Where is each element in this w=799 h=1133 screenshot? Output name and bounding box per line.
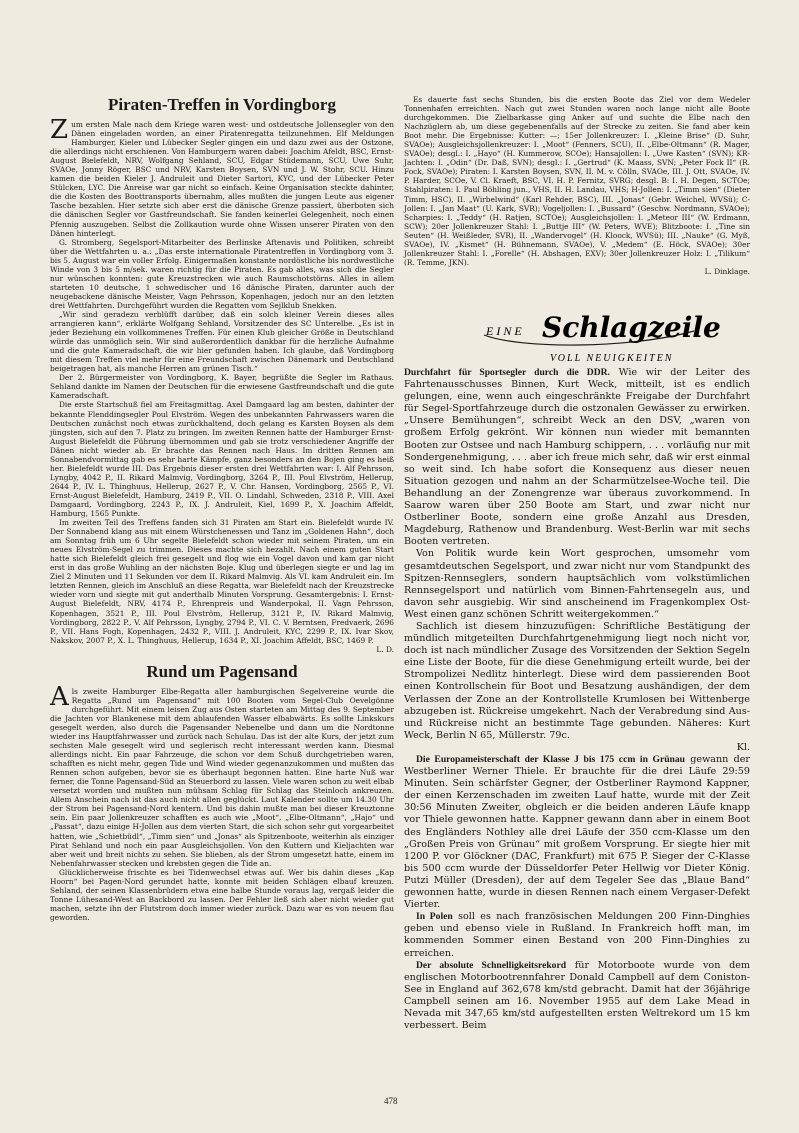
paragraph-text: um ersten Male nach dem Kriege waren west- und ostdeutsche Jollensegler von den Dänen eingeladen worden, an einer Piratenregatta teilzunehmen. Elf Meldungen Hamburger, Kieler und Lübecker Segler gingen ein und dazu zwei aus der Ostzone, die allerdings nicht erschienen. Von Hamburgern waren dabei: Joachim Afeldt, BSC, Ernst-August Bielefeldt, NRV, Wolfgang Sehland, SCU, Edgar Stüdemann, SCU, Uwe Suhr, SVAOe, Jonny Röger, BSC und NRV, Karsten Boysen, SVN und J. W. Stohr, SCU. Hinzu kamen die beiden Kieler J. Andruleit und Dieter Sartori, KYC, und der Lübecker Peter Stülcken, LYC. Die Anreise war gar nicht so einfach. Keine Organisation steckte dahinter, die die Kosten des Boottransports übernahm, alles mußten die jungen Leute aus eigener Tasche bezahlen. Hier setzte sich aber erst die dänische Grenze passiert, überboten sich die dänischen Segler vor Gastfreundschaft. Sie fanden keinerlei Gelegenheit, noch einen Pfennig auszugeben. Selbst die Zollkaution wurde ohne Wissen unserer Piraten von den Dänen hinterlegt. xyxy=(50,120,394,238)
author-signature: L. Dinklage. xyxy=(704,266,750,276)
news-item xyxy=(404,754,750,911)
logo-voll: VOLL NEUIGKEITEN xyxy=(550,353,674,364)
article-heading-pagensand: Rund um Pagensand xyxy=(146,661,298,681)
news-item xyxy=(404,911,750,959)
article-heading-piraten: Piraten-Treffen in Vordingborg xyxy=(108,95,336,114)
paragraph: Im zweiten Teil des Treffens fanden sich 31 Piraten am Start ein. Bielefeldt wurde IV. Der Sonnabend klang aus mit einem Würstchenessen und Tanz im „Goldenen Hahn“, doch am Sonntag früh um 6 Uhr segelte Bielefeldt schon wieder mit seinem Piraten, um ein neues Elvström-Segel zu trimmen. Dieses machte sich bezahlt. Nach einem guten Start hatte sich Bielefeldt gleich frei gesegelt und flog wie ein Vogel davon und kam gar nicht erst in das große Wuhling an der nächsten Boje. Klug und überlegen siegte er und lag im Ziel 2 Minuten und 11 Sekunden vor dem II. Rikard Malmvig. Als VI. kam Andruleit ein. Im letzten Rennen, gleich im Anschluß an diese Regatta, war Bielefeldt nach der Kreuzstrecke wieder vorn und siegte mit gut anderthalb Minuten Vorsprung. Gesamtergebnis: I. Ernst-August Bielefeldt, NRV, 4174 P., Ehrenpreis und Wanderpokal, II. Vagn Pehrsson, Kopenhagen, 3521 P., III. Poul Elvström, Hellerup, 3121 P., IV. Rikard Malmvig, Vordingborg, 2822 P., V. Alf Pehrsson, Lyngby, 2794 P., VI. C. V. Berntsen, Fredvaerk, 2696 P., VII. Hans Fogh, Kopenhagen, 2432 P., VIII. J. Andruleit, KYC, 2299 P., IX. Ivar Skov, Nakskov, 2007 P., X. L. Thinghuus, Hellerup, 1634 P., XI. Joachim Affeldt, BSC, 1469 P. xyxy=(50,518,394,645)
news-text: gewann der Westberliner Werner Thiele. Er brauchte für die drei Läufe 29:59 Minuten. Sein schärfster Gegner, der Ostberliner Raymond Kappner, der einen Kerzenschaden im zweiten Lauf hatte, wurde mit der Zeit 30:56 Minuten Zweiter, obgleich er die beiden anderen Läufe knapp vor Thiele gewonnen hatte. Kappner gewann dann aber in einem Boot des Engländers Nothley alle drei Läufe der 350 ccm-Klasse um den „Großen Preis von Grünau“ mit großem Vorsprung. Er siegte hier mit 1200 P. vor Glöckner (DAC, Frankfurt) mit 675 P. Sieger der C-Klasse bis 500 ccm wurde der Düsseldorfer Peter Hellwig vor Dieter König. Putzi Müller (Dresden), der auf dem Tegeler See das „Blaue Band“ gewonnen hatte, wurde in diesen Rennen nach einem Vergaser-Defekt Vierter. xyxy=(404,754,750,911)
news-text: Wie wir der Leiter des Fahrtenausschusses Binnen, Kurt Weck, mitteilt, ist es endlich gelungen, eine, wenn auch eingeschränkte Freigabe der Durchfahrt für Segel-Sportfahrzeuge durch die ostzonalen Gewässer zu erwirken. „Unsere Bemühungen“, schreibt Weck an den DSV, „waren von großem Erfolg gekrönt. Wir können nun wieder mit bemannten Booten zur Ostsee und nach Hamburg schippern, . . . vorläufig nur mit Sondergenehmigung, . . . aber ich freue mich sehr, daß wir erst einmal so weit sind. Ich habe sofort die Konsequenz aus dieser neuen Situation gezogen und nahm an der Scharmützelsee-Woche teil. Die Behandlung an der Zonengrenze war überaus zuvorkommend. In Saarow waren über 250 Boote am Start, und zwar nicht nur Ostberliner Boote, sondern eine große Anzahl aus Dresden, Magdeburg, Rathenow und Brandenburg. West-Berlin war mit sechs Booten vertreten. xyxy=(404,367,750,548)
paragraph: Glücklicherweise frischte es bei Tidenwechsel etwas auf. Wer bis dahin dieses „Kap Hoorn“ bei Pagen-Nord gerundet hatte, konnte mit beiden Schlägen elbauf kreuzen. Sehland, der seinen Klassenbrüdern etwa eine halbe Stunde voraus lag, vergaß leider die Tonne Lühesand-West an Backbord zu lassen. Der Fehler ließ sich aber nicht wieder gut machen, setzte ihn der Flutstrom doch immer wieder zurück. Dazu war es von neuem flau geworden. xyxy=(50,867,394,922)
paragraph xyxy=(50,681,394,868)
paragraph: „Wir sind geradezu verblüfft darüber, daß ein solch kleiner Verein dieses alles arrangieren kann“, erklärte Wolfgang Sehland, Vorsitzender des SC Unterelbe. „Es ist in jeder Beziehung ein vollkommenes Treffen. Für einen Klub gleicher Größe in Deutschland würde das unmöglich sein. Wir sind außerordentlich dankbar für die herzliche Aufnahme und die gute Kameradschaft, die wir hier gefunden haben. Ich glaube, daß Vordingborg mit diesem Treffen viel mehr für eine Freundschaft zwischen Dänemark und Deutschland beigetragen hat, als manche Herren am grünen Tisch.“ xyxy=(50,309,394,374)
news-text: für Motorboote wurde von dem englischen Motorbootrennfahrer Donald Campbell auf dem Coniston-See in England auf 362,678 km/std gebracht. Damit hat der 36jährige Campbell seinen am 16. November 1955 auf dem Lake Mead in Nevada mit 347,65 km/std aufgestellten ersten Weltrekord um 15 km verbessert. Beim xyxy=(404,959,750,1032)
paragraph xyxy=(50,115,394,238)
drop-cap: Z xyxy=(50,115,69,145)
paragraph: G. Stromberg, Segelsport-Mitarbeiter des Berlinske Aftenavis und Politiken, schreibt über die Wettfahrten u. a.: „Das erste internationale Piratentreffen in Vordingborg vom 3. bis 5. August war ein voller Erfolg. Einigermaßen konstante nordöstliche bis nordwestliche Winde von 3 bis 5 m/sek. waren richtig für die Piraten. Es gab alles, was sich die Segler nur wünschen konnten: gute Kreuzstrecken wie auch Raumschotstörns. Alles in allem starteten 10 deutsche, 1 schwedischer und 16 dänische Piraten, darunter auch der neugebackene dänische Meister, Vagn Pehrsson, Kopenhagen, jedoch nur an den letzten drei Wettfahrten. Durchgeführt wurden die Regatten vom Sejlklub Snekken. xyxy=(50,237,394,310)
paragraph: Es dauerte fast sechs Stunden, bis die ersten Boote das Ziel vor dem Wedeler Tonnenhafen erreichten. Nach gut zwei Stunden waren noch lange nicht alle Boote durchgekommen. Die Zielbarkasse ging Anker auf und suchte die Elbe nach den Nachzüglern ab, um diese gegebenenfalls auf der Strecke zu zeiten. Sie fand aber kein Boot mehr. Die Ergebnisse: Kutter: —; 15er Jollenkreuzer: I. „Kleine Brise“ (D. Suhr, SVAOe); Ausgleichsjollenkreuzer: I. „Moot“ (Fenners, SCU), II. „Elbe-Oltmann“ (R. Mager, SVAOe); desgl.: I. „Hayo“ (H. Kummerow, SCOe); Hansajollen: I. „Uwe Kasten“ (SVN); KR-Jachten: I. „Odin“ (Dr. Daß, SVN); desgl.: I. „Gertrud“ (K. Maass, SVN; „Peter Fock II“ (R. Fock, SVAOe); Piraten: I. Karsten Boysen, SVN, II. M. v. Cölln, SVAOe, III. J. Ott, SVAOe, IV. P. Harder, SCOe, V. Cl. Kraeft, BSC, VI. H. P. Fernitz, SVRG; desgl. B: I. H. Degen, SCTOe; Stahlpiraten: I. Paul Böhling jun., VHS, II. H. Landau, VHS; H-Jollen: I. „Timm sien“ (Dieter Timm, HSC), II. „Wirbelwind“ (Karl Rehder, BSC), III. „Jonas“ (Gebr. Weichel, WVSü); C-Jollen: I. „Jan Maat“ (U. Kark, SVR); Vogeljollen: I. „Bussard“ (Geschw. Nordmann, SVAOe); Scharpies: I. „Teddy“ (H. Ratjen, SCTOe); Ausgleichsjollen: I. „Meteor III“ (W. Erdmann, SCW); 20er Jollenkreuzer Stahl: I. „Buttje III“ (W. Peters, WVE); Blitzboote: I. „Tine sin Seuten“ (H. Weißleder, SVR), II. „Wandervogel“ (H. Kloock, WVSü); III. „Nauke“ (G. Myß, SVAOe), IV. „Kismet“ (H. Bühnemann, SVAOe), V. „Medem“ (E. Höck, SVAOe); 30er Jollenkreuzer Stahl: I. „Forelle“ (H. Abshagen, EXV); 30er Jollenkreuzer Holz: I. „Tilikum“ (R. Temme, JKN). xyxy=(404,95,750,267)
left-column xyxy=(50,95,394,922)
news-head: In Polen xyxy=(416,911,453,923)
paragraph-text: ls zweite Hamburger Elbe-Regatta aller hamburgischen Segelvereine wurde die Regatta „Rund um Pagensand“ mit 100 Booten vom Segel-Club Oevelgönne durchgeführt. Mit einem leisen Zug aus Osten starteten am Mittag des 9. September die Jachten vor Blankenese mit dem ablaufenden Wasser elbabwärts. Es sollte Linkskurs gesegelt werden, also durch die Pagensander Nebenelbe und dann um die Nordtonne wieder ins Hauptfahrwasser und zurück nach Schulau. Das ist der alte Kurs, der jetzt zum sechsten Male gesegelt wird und seglerisch recht interessant werden kann. Diesmal allerdings nicht. Ein paar Fahrzeuge, die schon vor dem Schuß durchgetrieben waren, schafften es nicht mehr, gegen Tide und Wind wieder gegenanzukommen und mußten das Rennen schon aufgeben, bevor sie es überhaupt begonnen hatten. Eine harte Nuß war ferner, die Tonne Pagensand-Süd an Steuerbord zu lassen. Viele waren schon zu weit elbab versetzt worden und mußten nun mühsam Schlag für Schlag das Steinloch ankreuzen. Allem Anschein nach ist das auch nicht allen geglückt. Laut Kalender sollte um 14.30 Uhr der Strom bei Pagensand-Nord kentern. Und bis dahin mußte man bei dieser Kreuztonne sein. Ein paar Jollenkreuzer schafften es auch wie „Moot“, „Elbe-Oltmann“, „Hajo“ und „Passat“, dazu einige H-Jollen aus dem vierten Start, die sich schon sehr gut vorgearbeitet hatten, wie „Schietbüdl“, „Timm sien“ und „Jonas“ als Spitzenboote, weiterhin als einziger Pirat Sehland und noch ein paar Ausgleichsjollen. Von den Kuttern und Kieljachten war aber weit und breit nichts zu sehen. Sie blieben, als der Strom umgesetzt hatte, einem im Nebenfahrwasser stecken und krebsten gegen die Tide an. xyxy=(50,686,394,868)
news-head: Der absolute Schnelligkeitsrekord xyxy=(416,959,567,971)
author-signature: Kl. xyxy=(736,741,750,753)
paragraph: Die erste Startschuß fiel am Freitagmittag. Axel Damgaard lag am besten, dahinter der bekannte Flenddingsegler Poul Elvström. Wegen des unbekannten Fahrwassers waren die Deutschen zunächst noch etwas zurückhaltend, doch gelang es Karsten Boysen als dem jüngsten, sich auf den 7. Platz zu bringen. Im zweiten Rennen hatte der Hamburger Ernst-August Bielefeldt die Führung übernommen und gab sie trotz verschiedener Angriffe der Dänen nicht wieder ab. Er brachte das Rennen nach Haus. Im dritten Rennen am Sonnabendvormittag gab es sehr harte Kämpfe, ganz besonders an den Bojen ging es heiß her. Bielefeldt wurde III. Das Ergebnis dieser ersten drei Wettfahrten war: I. Alf Pehrsson, Lyngby, 4042 P., II. Rikard Malmvig, Vordingborg, 3264 P., III. Poul Elvström, Hellerup, 2644 P., IV. L. Thinghuus, Hellerup, 2627 P., V. Chr. Hansen, Vordingborg, 2565 P., VI. Ernst-August Bielefeldt, Hamburg, 2419 P., VII. O. Lindahl, Schweden, 2318 P., VIII. Axel Damgaard, Vordingborg, 2243 P., IX. J. Andruleit, Kiel, 1699 P., X. Joachim Affeldt, Hamburg, 1565 Punkte. xyxy=(50,400,394,519)
news-item xyxy=(404,367,750,548)
logo-eine: EINE xyxy=(486,324,525,338)
news-head: Die Europameisterschaft der Klasse J bis 175 ccm in Grünau xyxy=(416,754,686,765)
page-number: 478 xyxy=(384,1096,398,1106)
news-text: soll es nach französischen Meldungen 200 Finn-Dinghies geben und ebenso viele in Rußland. In Frankreich hofft man, im kommenden Sommer einen Bestand von 200 Finn-Dinghies zu erreichen. xyxy=(404,911,750,959)
right-column-top xyxy=(404,95,750,276)
news-item xyxy=(404,960,750,1033)
drop-cap: A xyxy=(50,681,69,712)
author-signature: L. D. xyxy=(376,644,394,654)
paragraph: Der 2. Bürgermeister von Vordingborg, K. Bayer, begrüßte die Segler im Rathaus. Sehland dankte im Namen der Deutschen für die erwiesene Gastfreundschaft und die gute Kameradschaft. xyxy=(50,373,394,401)
paragraph: Sachlich ist diesem hinzuzufügen: Schriftliche Bestätigung der mündlich mitgeteilten Durchfahrtgenehmigung liegt noch nicht vor, doch ist nach mündlicher Zusage des Vorsitzenden der Sektion Segeln eine Liste der Boote, für die diese Genehmigung erteilt wurde, bei der Strompolizei Nedlitz hinterlegt. Diese wird dem passierenden Boot einen Kontrollschein für Boot und Besatzung aushändigen, der dem Verlassen der Zone an der Kontrollstelle Krumlosen bei Wittenberge abzugeben ist. Rückreise umgekehrt. Nach der Verabredung sind Aus- und Rückreise nicht an bestimmte Tage gebunden. Näheres: Kurt Weck, Berlin N 65, Müllerstr. 79c. xyxy=(404,620,750,741)
news-head: Durchfahrt für Sportsegler durch die DDR. xyxy=(404,367,610,378)
schlagzeile-logo xyxy=(480,305,721,371)
paragraph: Von Politik wurde kein Wort gesprochen, umsomehr vom gesamtdeutschen Segelsport, und zwar nicht nur vom Standpunkt des Spitzen-Rennseglers, sondern hauptsächlich vom volkstümlichen Rennsegelsport und natürlich vom Binnen-Fahrtensegeln aus, und davon sehr ausgiebig. Wir sind anscheinend im Fragenkomplex Ost-West einen ganz schönen Schritt weitergekommen.“ xyxy=(404,548,750,620)
right-column-news xyxy=(404,367,750,1032)
logo-script: Schlagzeile xyxy=(542,311,721,344)
